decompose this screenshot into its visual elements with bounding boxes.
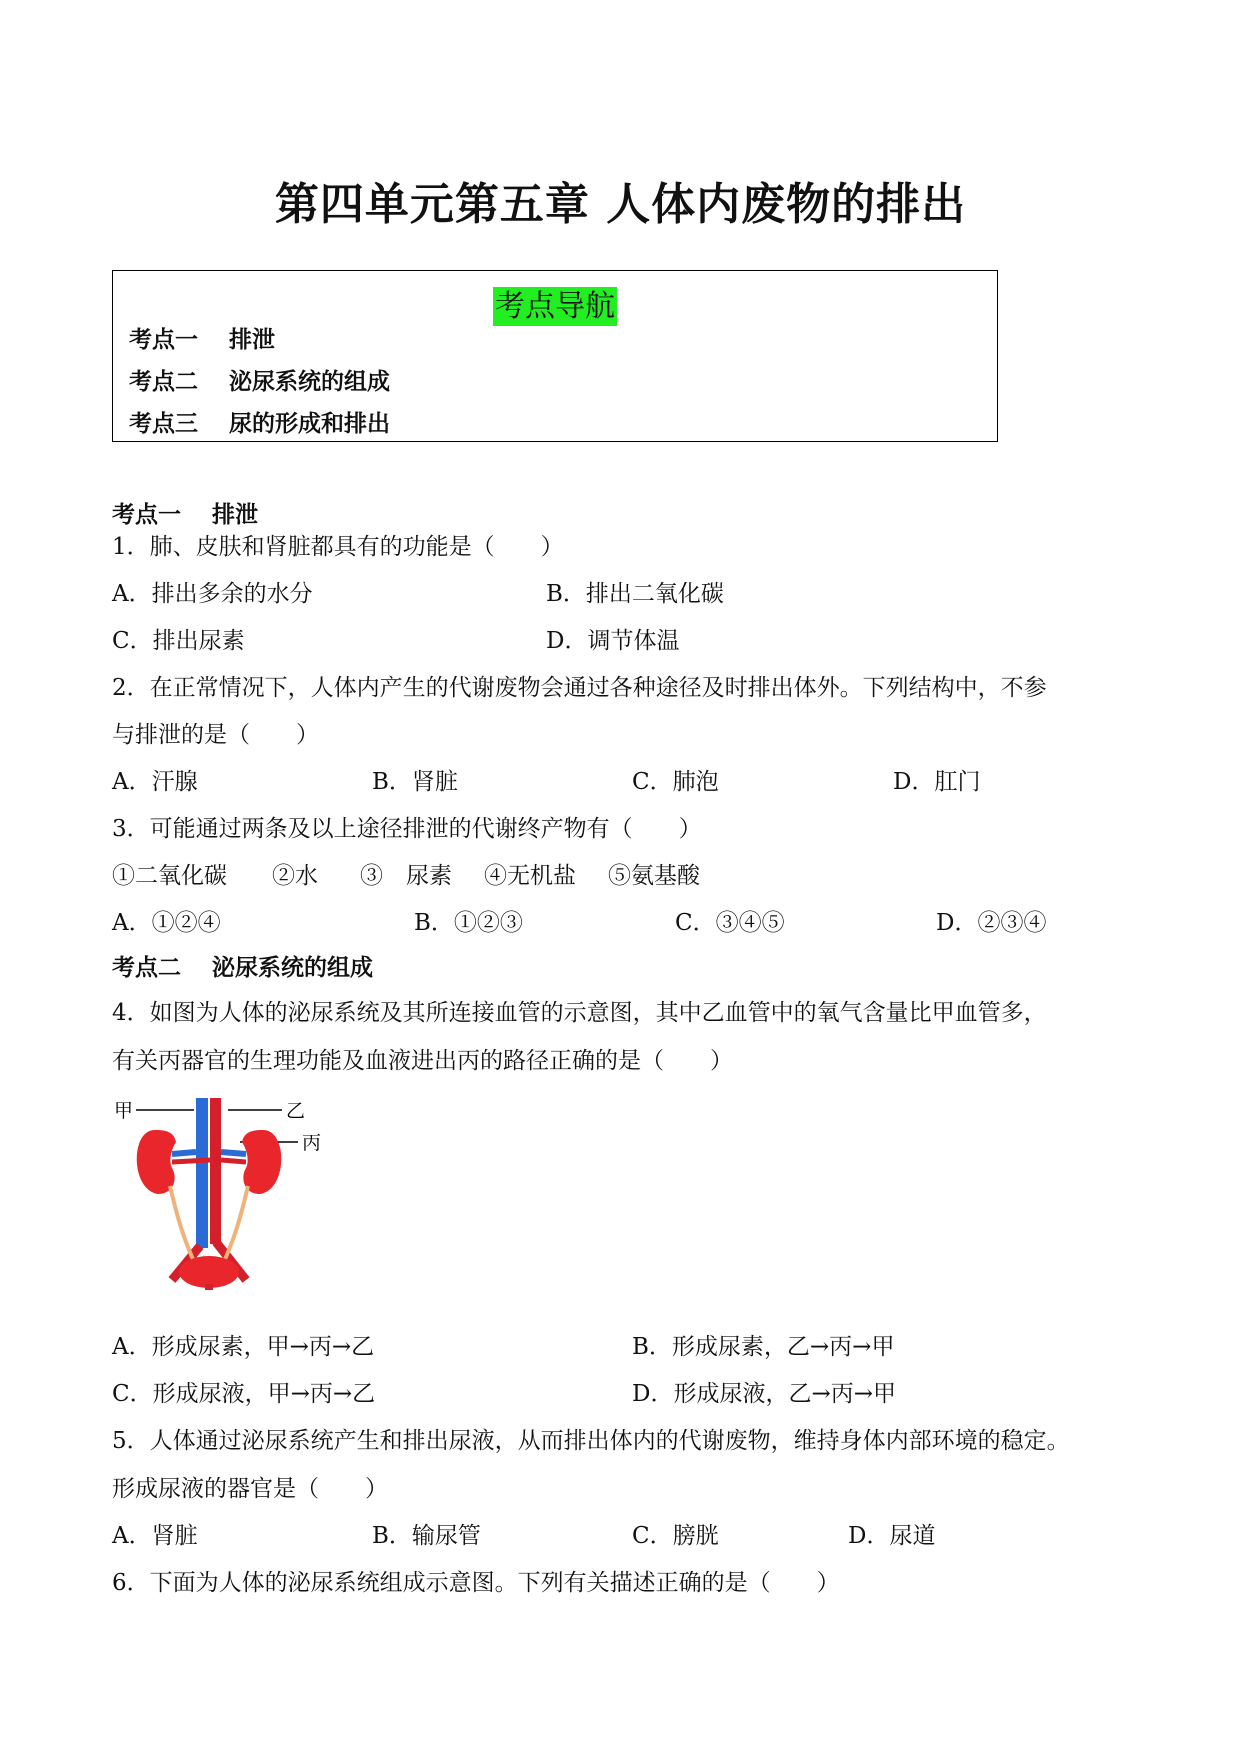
q3-item-4: ④无机盐 (484, 863, 576, 889)
ureter-left (170, 1186, 196, 1266)
q3-option-b: B．①②③ (414, 910, 523, 936)
q4-option-a: A．形成尿素，甲→丙→乙 (112, 1334, 375, 1360)
q2-option-d: D．肛门 (893, 769, 981, 795)
q6-stem: 6．下面为人体的泌尿系统组成示意图。下列有关描述正确的是（ ） (112, 1570, 840, 1596)
q1-option-c: C．排出尿素 (112, 628, 245, 654)
q3-item-5: ⑤氨基酸 (608, 863, 700, 889)
q5-option-c: C．膀胱 (632, 1523, 719, 1549)
right-kidney-shape (242, 1130, 281, 1194)
q5-option-a: A．肾脏 (112, 1523, 198, 1549)
ureter-right (222, 1186, 248, 1266)
q2-option-b: B．肾脏 (372, 769, 458, 795)
urethra-shape (205, 1284, 213, 1290)
q1-option-d: D．调节体温 (546, 628, 680, 654)
nav-heading: 考点导航 (495, 289, 615, 324)
q5-option-b: B．输尿管 (372, 1523, 481, 1549)
page-title: 第四单元第五章 人体内废物的排出 (274, 179, 967, 230)
q3-item-1: ①二氧化碳 (112, 863, 227, 889)
q4-stem-line1: 4．如图为人体的泌尿系统及其所连接血管的示意图，其中乙血管中的氧气含量比甲血管多， (112, 1000, 1047, 1026)
q5-stem-line1: 5．人体通过泌尿系统产生和排出尿液，从而排出体内的代谢废物，维持身体内部环境的稳定。 (112, 1428, 1070, 1454)
q2-stem-line1: 2．在正常情况下，人体内产生的代谢废物会通过各种途径及时排出体外。下列结构中，不参 (112, 675, 1047, 701)
q3-option-c: C．③④⑤ (675, 910, 785, 936)
nav-box (112, 270, 998, 442)
nav-item-1: 考点一 排泄 (129, 327, 275, 353)
renal-artery-right (221, 1160, 246, 1162)
bladder-shape (179, 1256, 239, 1288)
section-heading-2: 考点二 泌尿系统的组成 (112, 955, 373, 981)
q5-stem-line2: 形成尿液的器官是（ ） (112, 1476, 388, 1502)
renal-vein-left (172, 1152, 196, 1154)
section-heading-1: 考点一 排泄 (112, 502, 258, 528)
renal-artery-left (172, 1160, 210, 1162)
aorta-shape (210, 1098, 221, 1244)
left-kidney-shape (137, 1130, 176, 1194)
renal-vein-right (221, 1152, 246, 1154)
q4-option-d: D．形成尿液，乙→丙→甲 (632, 1381, 896, 1407)
vena-cava-shape (196, 1098, 208, 1248)
figure-label-jia: 甲 (114, 1100, 134, 1122)
q3-item-3: ③ 尿素 (360, 863, 452, 889)
q2-option-a: A．汗腺 (112, 769, 198, 795)
q5-option-d: D．尿道 (848, 1523, 936, 1549)
q3-option-a: A．①②④ (112, 910, 221, 936)
q4-stem-line2: 有关丙器官的生理功能及血液进出丙的路径正确的是（ ） (112, 1048, 733, 1074)
q2-stem-line2: 与排泄的是（ ） (112, 722, 319, 748)
q1-option-b: B．排出二氧化碳 (546, 581, 724, 607)
q3-stem: 3．可能通过两条及以上途径排泄的代谢终产物有（ ） (112, 816, 702, 842)
q4-option-c: C．形成尿液，甲→丙→乙 (112, 1381, 376, 1407)
q3-option-d: D．②③④ (936, 910, 1047, 936)
q3-item-2: ②水 (272, 863, 318, 889)
q1-option-a: A．排出多余的水分 (112, 581, 313, 607)
nav-item-2: 考点二 泌尿系统的组成 (129, 369, 390, 395)
q1-stem: 1．肺、皮肤和肾脏都具有的功能是（ ） (112, 534, 564, 560)
q2-option-c: C．肺泡 (632, 769, 719, 795)
nav-item-3: 考点三 尿的形成和排出 (129, 411, 390, 437)
figure-label-yi: 乙 (286, 1100, 306, 1122)
figure-label-bing: 丙 (302, 1132, 322, 1154)
q4-option-b: B．形成尿素，乙→丙→甲 (632, 1334, 895, 1360)
urinary-system-figure (112, 1090, 342, 1290)
